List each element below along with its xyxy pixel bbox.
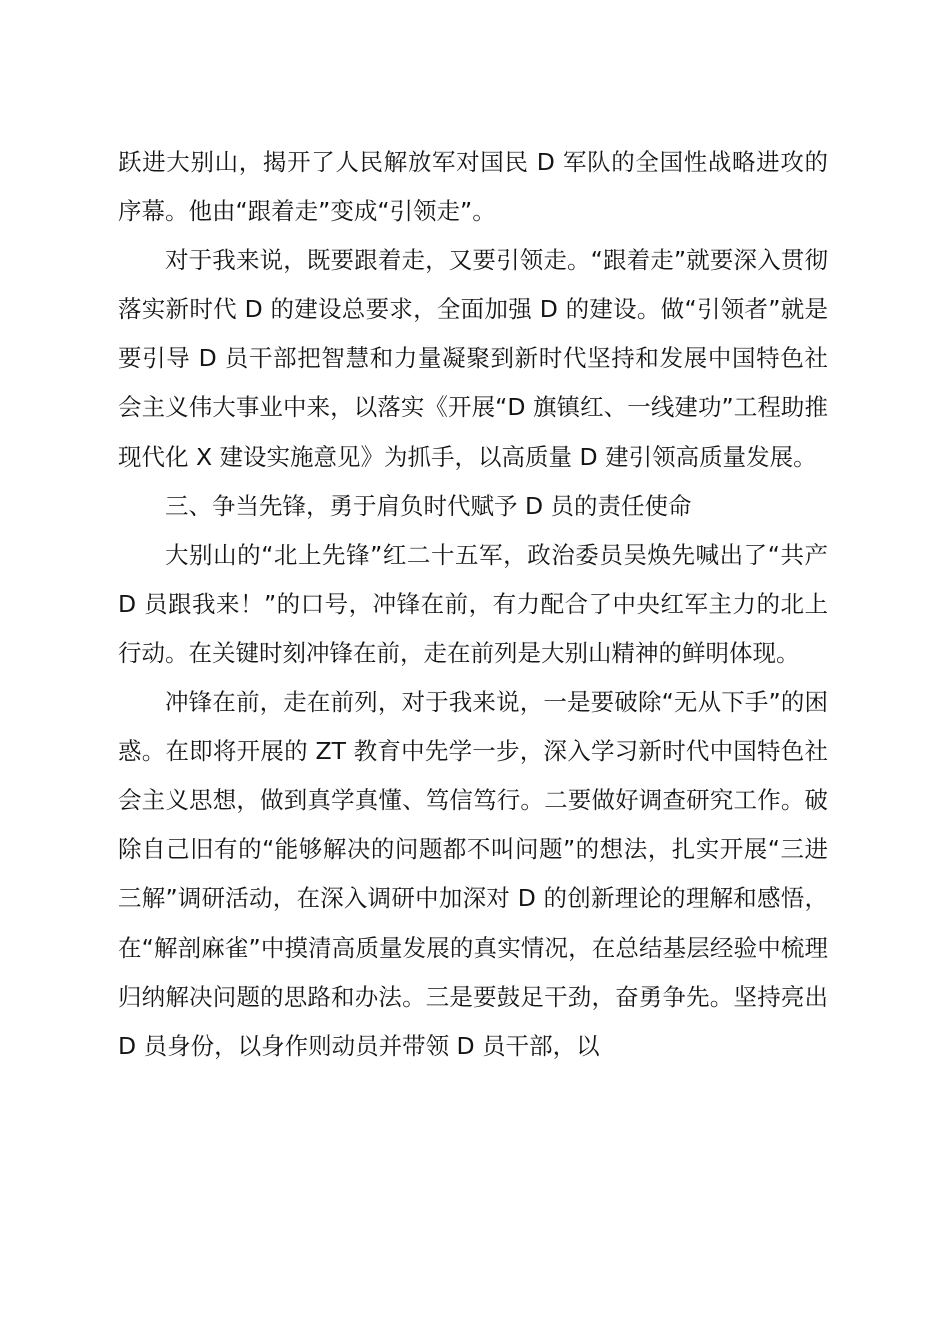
paragraph-2: 对于我来说，既要跟着走，又要引领走。“跟着走”就要深入贯彻落实新时代 D 的建设总要求，全面加强 D 的建设。做“引领者”就是要引导 D 员干部把智慧和力量凝聚到新时代坚持和发展中国特色社会主义伟大事业中来，以落实《开展“D 旗镇红、一线建功”工程助推现代化 X 建设实施意见》为抓手，以高质量 D 建引领高质量发展。 xyxy=(118,246,828,471)
paragraph-4: 大别山的“北上先锋”红二十五军，政治委员吴焕先喊出了“共产 D 员跟我来！”的口号，冲锋在前，有力配合了中央红军主力的北上行动。在关键时刻冲锋在前，走在前列是大别山精神的鲜明体现。 xyxy=(118,540,828,667)
section-heading-3: 三、争当先锋，勇于肩负时代赋予 D 员的责任使命 xyxy=(165,491,692,520)
paragraph-1: 跃进大别山，揭开了人民解放军对国民 D 军队的全国性战略进攻的序幕。他由“跟着走”变成“引领走”。 xyxy=(118,148,828,226)
document-body xyxy=(118,138,828,1071)
paragraph-5: 冲锋在前，走在前列，对于我来说，一是要破除“无从下手”的困惑。在即将开展的 ZT 教育中先学一步，深入学习新时代中国特色社会主义思想，做到真学真懂、笃信笃行。二要做好调查研究工作。破除自己旧有的“能够解决的问题都不叫问题”的想法，扎实开展“三进三解”调研活动，在深入调研中加深对 D 的创新理论的理解和感悟，在“解剖麻雀”中摸清高质量发展的真实情况，在总结基层经验中梳理归纳解决问题的思路和办法。三是要鼓足干劲，奋勇争先。坚持亮出 D 员身份，以身作则动员并带领 D 员干部，以 xyxy=(118,688,828,1060)
